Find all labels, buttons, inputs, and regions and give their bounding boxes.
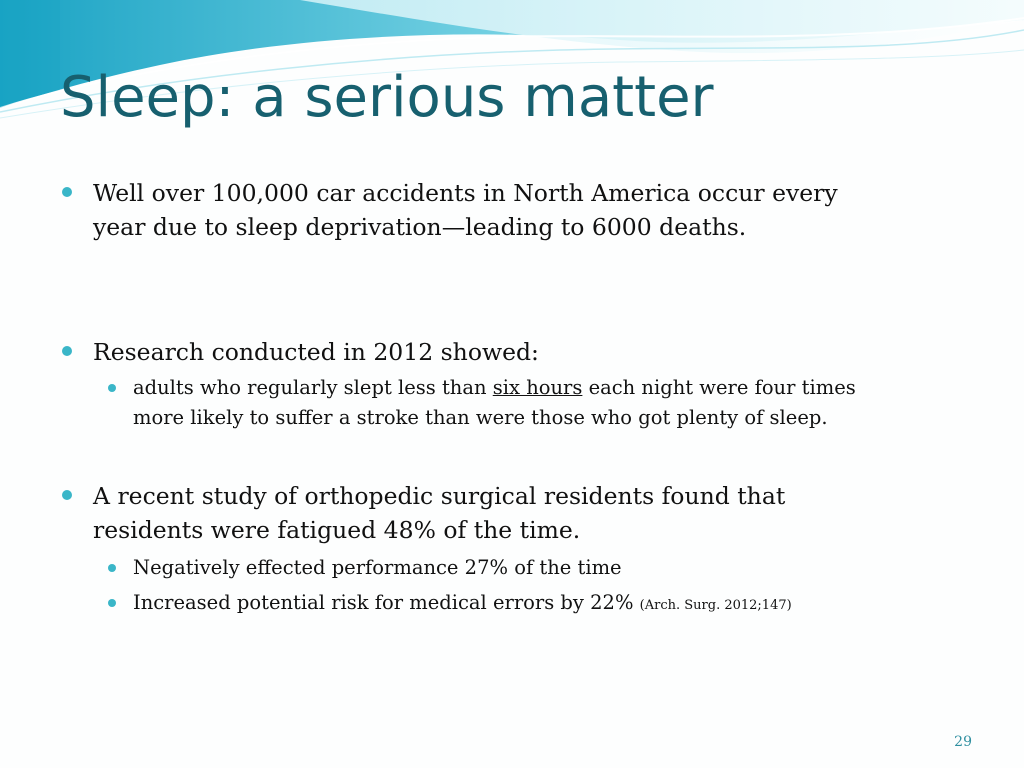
bullet-list (60, 176, 860, 620)
sub-bullet-text-post: each night were four times more likely to suffer a stroke than were those who got plenty of sleep. (133, 376, 856, 429)
page-number: 29 (954, 734, 972, 750)
bullet-text: Well over 100,000 car accidents in North America occur every year due to sleep deprivation—leading to 6000 deaths. (93, 179, 838, 241)
bullet-item (60, 335, 860, 369)
sub-bullet-item (133, 588, 870, 621)
sub-bullet-text: Increased potential risk for medical errors by 22% (133, 590, 634, 614)
sub-bullet-item (133, 373, 870, 432)
sub-bullet-text-pre: adults who regularly slept less than (133, 376, 493, 399)
bullet-item (60, 479, 860, 547)
sub-bullet-text: Negatively effected performance 27% of the time (133, 556, 622, 579)
slide-title: Sleep: a serious matter (60, 65, 714, 130)
sub-bullet-item (133, 553, 870, 583)
citation: (Arch. Surg. 2012;147) (639, 597, 792, 613)
bullet-item (60, 176, 860, 244)
bullet-text: Research conducted in 2012 showed: (93, 338, 539, 366)
sub-bullet-emphasis: six hours (492, 376, 583, 399)
bullet-text: A recent study of orthopedic surgical residents found that residents were fatigued 48% of the time. (93, 482, 786, 544)
